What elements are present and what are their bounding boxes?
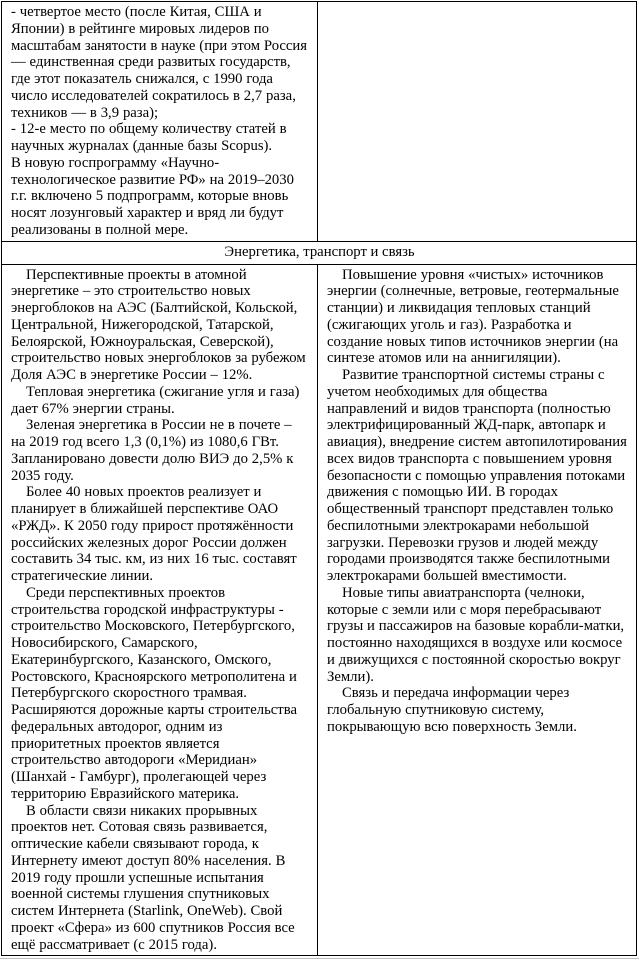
- paragraph: Перспективные проекты в атомной энергетике – это строительство новых энергоблоков на АЭС (Балтийской, Кольской, Центральной, Нижегородской, Татарской, Белоярской, Южноуральская, Северской), строительство новых энергоблоков за рубежом Доля АЭС в энергетике России – 12%.: [11, 266, 306, 383]
- paragraph: Развитие транспортной системы страны с учетом необходимых для общества направлений и видов транспорта (полностью электрифицированный ЖД-парк, автопарк и авиация), внедрение систем автопилотирования всех видов транспорта с повышением уровня безопасности с помощью управления потоками движения с помощью ИИ. В городах общественный транспорт представлен только беспилотными электрокарами небольшой загрузки. Перевозки грузов и людей между городами производятся также беспилотными электрокарами большей вместимости.: [327, 367, 627, 584]
- energy-transport-left-cell: [2, 264, 318, 956]
- energy-transport-right-cell: [318, 264, 637, 956]
- paragraph: - четвертое место (после Китая, США и Японии) в рейтинге мировых лидеров по масштабам занятости в науке (при этом Россия — единственная среди развитых государств, где этот показатель снижался, с 1990 года число исследователей сократилось в 2,7 раза, техников — в 3,9 раза);: [11, 4, 308, 121]
- paragraph: - 12-е место по общему количеству статей в научных журналах (данные базы Scopus).: [11, 121, 287, 154]
- section-title: Энергетика, транспорт и связь: [2, 241, 637, 264]
- paragraph: Более 40 новых проектов реализует и планирует в ближайшей перспективе ОАО «РЖД». К 2050 году прирост протяжённости российских железных дорог России должен составить 34 тыс. км, из них 16 тыс. составят стратегические линии.: [11, 484, 297, 584]
- paragraph: В новую госпрограмму «Научно-технологическое развитие РФ» на 2019–2030 г.г. включено 5 подпрограмм, которые вновь носят лозунговый характер и вряд ли будут реализованы в полной мере.: [11, 154, 294, 238]
- page-bottom-divider: [0, 958, 639, 959]
- paragraph: Связь и передача информации через глобальную спутниковую систему, покрывающую всю поверхность Земли.: [327, 685, 577, 735]
- paragraph: Тепловая энергетика (сжигание угля и газа) дает 67% энергии страны.: [11, 383, 300, 417]
- paragraph: Новые типы авиатранспорта (челноки, которые с земли или с моря перебрасывают грузы и пассажиров на базовые корабли-матки, постоянно находящихся в воздухе или космосе и движущихся с постоянной скоростью вокруг Земли).: [327, 584, 625, 685]
- paragraph: Среди перспективных проектов строительства городской инфраструктуры - строительство Московского, Петербургского, Новосибирского, Самарского, Екатеринбургского, Казанского, Омского, Ростовского, Красноярского метрополитена и Петербургского скоростного трамвая. Расширяются дорожные карты строительства федеральных автодорог, одним из приоритетных проектов является строительство автодороги «Меридиан» (Шанхай - Гамбург), пролегающей через территорию Евразийского материка.: [11, 584, 297, 802]
- paragraph: Зеленая энергетика в России не в почете – на 2019 год всего 1,3 (0,1%) из 1080,6 ГВт. Запланировано довести долю ВИЭ до 2,5% к 2035 году.: [11, 417, 294, 484]
- science-stats-cell: [2, 2, 318, 242]
- main-row: [2, 264, 637, 956]
- section-header-row: [2, 241, 637, 264]
- paragraph: Повышение уровня «чистых» источников энергии (солнечные, ветровые, геотермальные станции) и ликвидация тепловых станций (сжигающих уголь и газ). Разработка и создание новых типов источников энергии (на синтезе атомов или на аннигиляции).: [327, 266, 619, 367]
- report-table: [1, 1, 637, 956]
- paragraph: В области связи никаких прорывных проектов нет. Сотовая связь развивается, оптические кабели связывают города, к Интернету имеют доступ 80% населения. В 2019 году прошли успешные испытания военной системы глушения спутниковых систем Интернета (Starlink, OneWeb). Свой проект «Сфера» из 600 спутников Россия все ещё рассматривает (с 2015 года).: [11, 802, 295, 953]
- top-row: [2, 2, 637, 242]
- empty-cell: [318, 2, 637, 242]
